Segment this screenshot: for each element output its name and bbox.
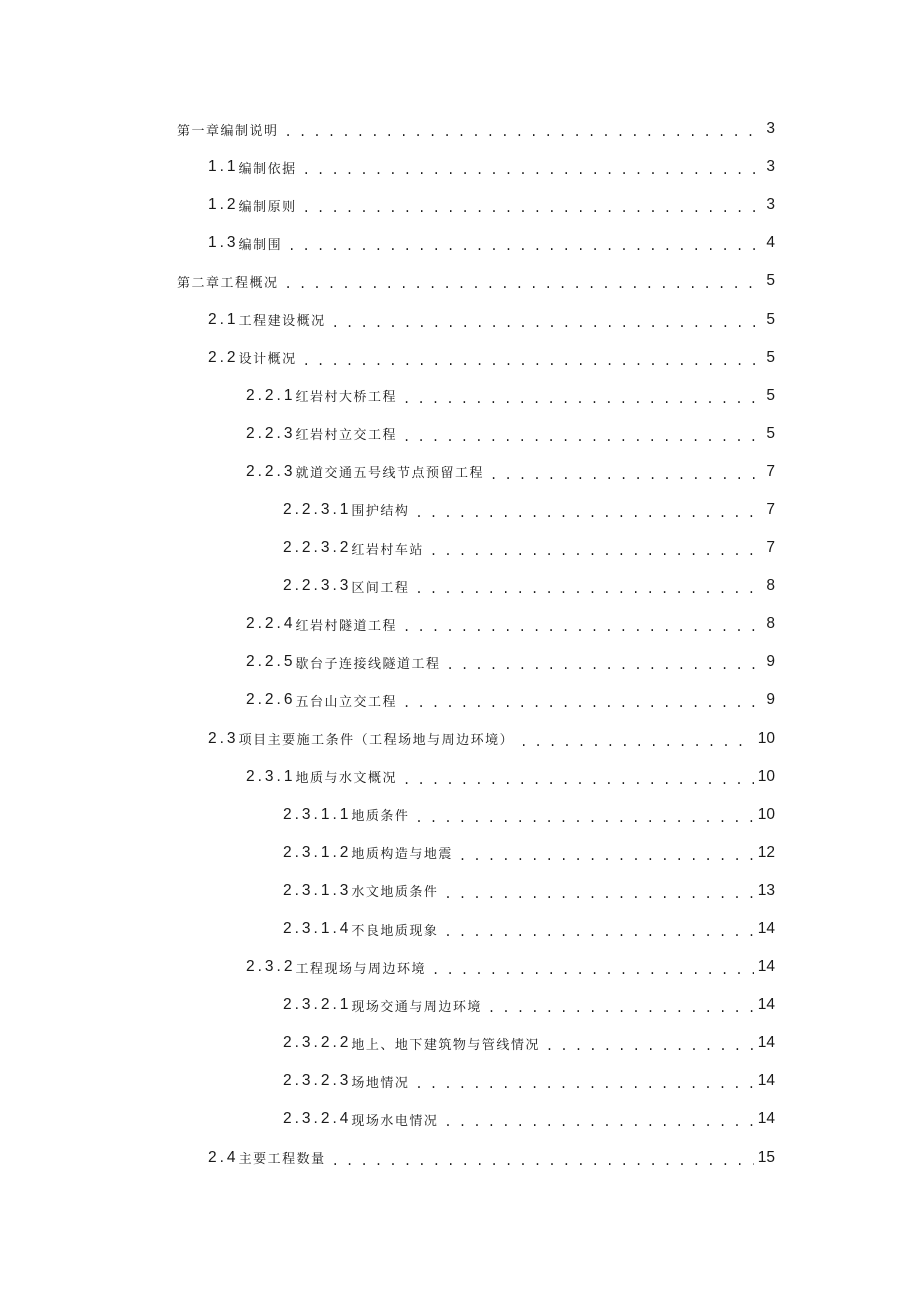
dot-leader xyxy=(403,430,762,444)
toc-entry-number: 2.2.1 xyxy=(246,386,296,404)
toc-entry-2-3-2-4[interactable] xyxy=(0,1100,920,1138)
toc-entry-2-2-3-3[interactable] xyxy=(0,567,920,605)
dot-leader xyxy=(415,506,762,520)
toc-entry-2-3-2-3[interactable] xyxy=(0,1062,920,1100)
toc-entry-title: 主要工程数量 xyxy=(238,1152,326,1168)
toc-entry-title: 场地情况 xyxy=(351,1075,410,1091)
toc-entry-page: 14 xyxy=(757,1034,775,1052)
toc-entry-title: 红岩村隧道工程 xyxy=(295,618,397,634)
toc-entry-2-2-4[interactable] xyxy=(0,605,920,643)
toc-entry-page: 9 xyxy=(766,691,775,709)
toc-entry-title: 红岩村车站 xyxy=(351,542,424,558)
toc-entry-number: 2.2.5 xyxy=(246,653,296,671)
toc-entry-number: 2.2.4 xyxy=(246,615,296,633)
toc-entry-page: 14 xyxy=(757,920,775,938)
toc-entry-2-2-3a[interactable] xyxy=(0,415,920,453)
toc-entry-title: 红岩村大桥工程 xyxy=(295,390,397,406)
toc-entry-number: 2.2.3.2 xyxy=(283,539,352,557)
toc-entry-title: 编制依据 xyxy=(238,161,297,177)
dot-leader xyxy=(403,620,762,634)
toc-entry-number: 1.1 xyxy=(208,158,239,176)
toc-entry-number: 2.2.6 xyxy=(246,691,296,709)
dot-leader xyxy=(490,468,762,482)
toc-entry-title: 工程现场与周边环境 xyxy=(295,961,426,977)
toc-entry-title: 第二章工程概况 xyxy=(177,275,279,291)
toc-entry-title: 就道交通五号线节点预留工程 xyxy=(295,466,484,482)
dot-leader xyxy=(520,735,754,749)
toc-entry-number: 2.2 xyxy=(208,348,239,366)
toc-entry-2-2-3-2[interactable] xyxy=(0,529,920,567)
dot-leader xyxy=(444,925,753,939)
toc-entry-title: 编制原则 xyxy=(238,199,297,215)
toc-entry-number: 2.2.3 xyxy=(246,424,296,442)
toc-entry-1-1[interactable] xyxy=(0,148,920,186)
toc-entry-title: 五台山立交工程 xyxy=(295,694,397,710)
toc-entry-page: 14 xyxy=(757,1110,775,1128)
toc-entry-number: 2.1 xyxy=(208,310,239,328)
toc-entry-page: 12 xyxy=(757,843,775,861)
toc-entry-2-3-1[interactable] xyxy=(0,758,920,796)
toc-entry-number: 2.3.2.1 xyxy=(283,996,352,1014)
toc-entry-2-3-2-1[interactable] xyxy=(0,986,920,1024)
toc-entry-page: 15 xyxy=(757,1148,775,1166)
dot-leader xyxy=(415,811,753,825)
toc-entry-2-2-3-1[interactable] xyxy=(0,491,920,529)
toc-entry-page: 10 xyxy=(757,805,775,823)
dot-leader xyxy=(285,277,763,291)
toc-entry-title: 第一章编制说明 xyxy=(177,123,279,139)
toc-entry-title: 地质条件 xyxy=(351,809,410,825)
dot-leader xyxy=(303,354,763,368)
toc-entry-2-3[interactable] xyxy=(0,720,920,758)
toc-entry-number: 1.2 xyxy=(208,196,239,214)
toc-entry-title: 水文地质条件 xyxy=(351,885,439,901)
toc-entry-title: 地上、地下建筑物与管线情况 xyxy=(351,1037,540,1053)
toc-entry-number: 2.3.2.2 xyxy=(283,1034,352,1052)
toc-entry-page: 9 xyxy=(766,653,775,671)
toc-entry-title: 红岩村立交工程 xyxy=(295,428,397,444)
dot-leader xyxy=(415,1077,753,1091)
toc-entry-2-3-1-3[interactable] xyxy=(0,872,920,910)
toc-entry-2-2-5[interactable] xyxy=(0,643,920,681)
toc-entry-number: 2.2.3 xyxy=(246,462,296,480)
toc-entry-2-1[interactable] xyxy=(0,300,920,338)
toc-entry-title: 围护结构 xyxy=(351,504,410,520)
toc-entry-title: 歇台子连接线隧道工程 xyxy=(295,656,441,672)
toc-entry-title: 项目主要施工条件（工程场地与周边环境） xyxy=(238,733,515,749)
toc-entry-page: 3 xyxy=(766,158,775,176)
toc-entry-number: 2.3.1.2 xyxy=(283,843,352,861)
toc-entry-page: 10 xyxy=(757,767,775,785)
toc-entry-title: 编制围 xyxy=(238,237,283,253)
toc-entry-number: 2.3 xyxy=(208,729,239,747)
dot-leader xyxy=(444,887,753,901)
toc-entry-number: 2.3.1 xyxy=(246,767,296,785)
toc-entry-2-3-1-1[interactable] xyxy=(0,796,920,834)
toc-entry-title: 设计概况 xyxy=(238,352,297,368)
toc-entry-number: 2.3.1.4 xyxy=(283,920,352,938)
toc-entry-page: 5 xyxy=(766,310,775,328)
dot-leader xyxy=(285,125,763,139)
toc-entry-page: 5 xyxy=(766,424,775,442)
toc-entry-page: 5 xyxy=(766,272,775,290)
dot-leader xyxy=(332,316,763,330)
toc-entry-title: 现场水电情况 xyxy=(351,1113,439,1129)
dot-leader xyxy=(415,582,762,596)
toc-entry-2-2-6[interactable] xyxy=(0,681,920,719)
toc-entry-page: 5 xyxy=(766,348,775,366)
toc-entry-2-3-2-2[interactable] xyxy=(0,1024,920,1062)
toc-entry-page: 5 xyxy=(766,386,775,404)
toc-entry-1-2[interactable] xyxy=(0,186,920,224)
toc-entry-page: 3 xyxy=(766,120,775,138)
dot-leader xyxy=(403,696,762,710)
toc-entry-chapter-1[interactable] xyxy=(0,110,920,148)
toc-entry-title: 地质构造与地震 xyxy=(351,847,453,863)
toc-entry-number: 2.3.1.1 xyxy=(283,805,352,823)
toc-entry-title: 现场交通与周边环境 xyxy=(351,999,482,1015)
dot-leader xyxy=(432,963,754,977)
toc-entry-page: 14 xyxy=(757,996,775,1014)
dot-leader xyxy=(430,544,762,558)
toc-entry-number: 2.3.2.4 xyxy=(283,1110,352,1128)
dot-leader xyxy=(303,163,763,177)
table-of-contents xyxy=(0,110,920,1177)
dot-leader xyxy=(546,1039,754,1053)
toc-entry-page: 13 xyxy=(757,881,775,899)
toc-entry-1-3[interactable] xyxy=(0,224,920,262)
toc-entry-page: 3 xyxy=(766,196,775,214)
toc-entry-chapter-2[interactable] xyxy=(0,262,920,300)
toc-entry-2-2-3b[interactable] xyxy=(0,453,920,491)
toc-entry-page: 8 xyxy=(766,577,775,595)
toc-entry-page: 14 xyxy=(757,1072,775,1090)
toc-entry-2-2-1[interactable] xyxy=(0,377,920,415)
toc-entry-number: 1.3 xyxy=(208,234,239,252)
toc-entry-number: 2.2.3.3 xyxy=(283,577,352,595)
dot-leader xyxy=(488,1001,754,1015)
toc-entry-page: 7 xyxy=(766,462,775,480)
toc-entry-title: 地质与水文概况 xyxy=(295,771,397,787)
toc-entry-title: 工程建设概况 xyxy=(238,314,326,330)
dot-leader xyxy=(403,392,762,406)
toc-entry-2-3-2[interactable] xyxy=(0,948,920,986)
toc-entry-2-4[interactable] xyxy=(0,1139,920,1177)
toc-entry-page: 14 xyxy=(757,958,775,976)
toc-entry-number: 2.3.2.3 xyxy=(283,1072,352,1090)
toc-entry-2-2[interactable] xyxy=(0,339,920,377)
toc-entry-page: 7 xyxy=(766,539,775,557)
toc-entry-page: 8 xyxy=(766,615,775,633)
toc-entry-title: 不良地质现象 xyxy=(351,923,439,939)
dot-leader xyxy=(303,201,763,215)
toc-entry-number: 2.2.3.1 xyxy=(283,500,352,518)
dot-leader xyxy=(447,658,763,672)
toc-entry-page: 10 xyxy=(757,729,775,747)
toc-entry-page: 7 xyxy=(766,500,775,518)
toc-entry-2-3-1-2[interactable] xyxy=(0,834,920,872)
toc-entry-title: 区间工程 xyxy=(351,580,410,596)
dot-leader xyxy=(444,1115,753,1129)
dot-leader xyxy=(332,1154,754,1168)
toc-entry-number: 2.4 xyxy=(208,1148,239,1166)
toc-entry-number: 2.3.1.3 xyxy=(283,881,352,899)
dot-leader xyxy=(459,849,754,863)
dot-leader xyxy=(403,773,754,787)
toc-entry-2-3-1-4[interactable] xyxy=(0,910,920,948)
dot-leader xyxy=(288,239,762,253)
toc-entry-number: 2.3.2 xyxy=(246,958,296,976)
toc-entry-page: 4 xyxy=(766,234,775,252)
